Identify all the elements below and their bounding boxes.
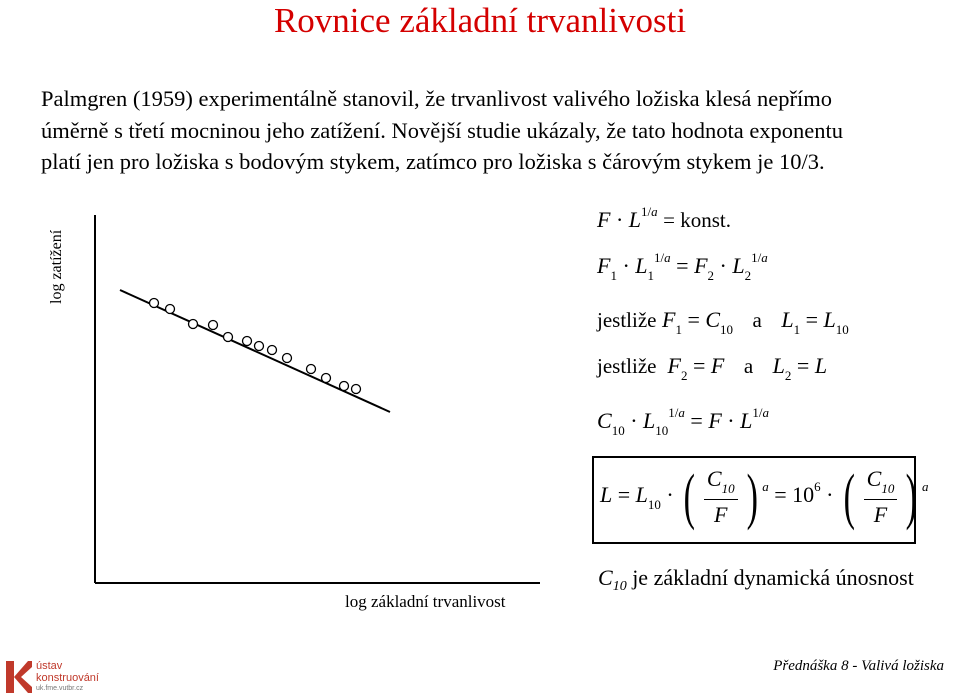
data-point: [243, 337, 252, 346]
data-point: [268, 346, 277, 355]
logo-mark-icon: [4, 659, 32, 695]
footer-lecture: Přednáška 8 - Valivá ložiska: [773, 658, 944, 674]
life-equation-box: [592, 456, 929, 544]
intro-line: platí jen pro ložiska s bodovým stykem, zatímco pro ložiska s čárovým stykem je 10/3.: [41, 149, 825, 174]
data-point: [224, 333, 233, 342]
and-word: a: [743, 354, 754, 378]
equation-2: $F_1 \cdot L_1^{1/a} = F_2 \cdot L_2^{1/a}$: [597, 250, 768, 283]
data-point: [322, 374, 331, 383]
logo-site: uk.fme.vutbr.cz: [36, 685, 84, 692]
data-point: [209, 321, 218, 330]
equation-const: = konst.: [663, 208, 732, 232]
equation-1: $F \cdot L^{1/a}$ = konst.: [597, 204, 732, 232]
exponent-six: 6: [814, 479, 821, 495]
data-point: [255, 342, 264, 351]
condition-word: jestliže: [597, 354, 657, 378]
data-point: [352, 385, 361, 394]
and-word: a: [752, 308, 762, 332]
institute-logo: [4, 658, 164, 696]
y-axis-label: log zatížení: [48, 229, 65, 304]
equals-ten: = 10: [774, 482, 815, 508]
equation-4: jestliže $F_2 = F$ a $L_2 = L$: [597, 353, 828, 383]
logo-text: ústav konstruování: [36, 660, 99, 684]
data-point: [283, 354, 292, 363]
trend-line: [120, 290, 390, 412]
intro-line: Palmgren (1959) experimentálně stanovil, že trvanlivost valivého ložiska klesá nepřímo: [41, 86, 833, 111]
data-point: [340, 382, 349, 391]
condition-word: jestliže: [597, 308, 657, 332]
equation-3: jestliže $F_1 = C_{10}$ a $L_1 = L_{10}$: [597, 307, 849, 337]
x-axis-label: log základní trvanlivost: [345, 592, 506, 611]
data-point: [307, 365, 316, 374]
c10-note-text: je základní dynamická únosnost: [632, 565, 914, 590]
data-point: [189, 320, 198, 329]
measurement-points: [150, 299, 361, 394]
life-equation: $L = L_{10}$ · ( $\frac{C_{10}}{F}$ ) $^a = 10^6$ · ( $\frac{C_{10}}{F}$ ) $^a$: [600, 463, 929, 531]
equation-5: $C_{10} \cdot L_{10}^{1/a} = F \cdot L^{1/a}$: [597, 405, 769, 438]
c10-note: $C_{10}$ je základní dynamická únosnost: [598, 565, 914, 594]
data-point: [150, 299, 159, 308]
data-point: [166, 305, 175, 314]
page-title: Rovnice základní trvanlivosti: [273, 1, 687, 40]
intro-line: úměrně s třetí mocninou jeho zatížení. Novější studie ukázaly, že tato hodnota exponentu: [41, 117, 844, 143]
